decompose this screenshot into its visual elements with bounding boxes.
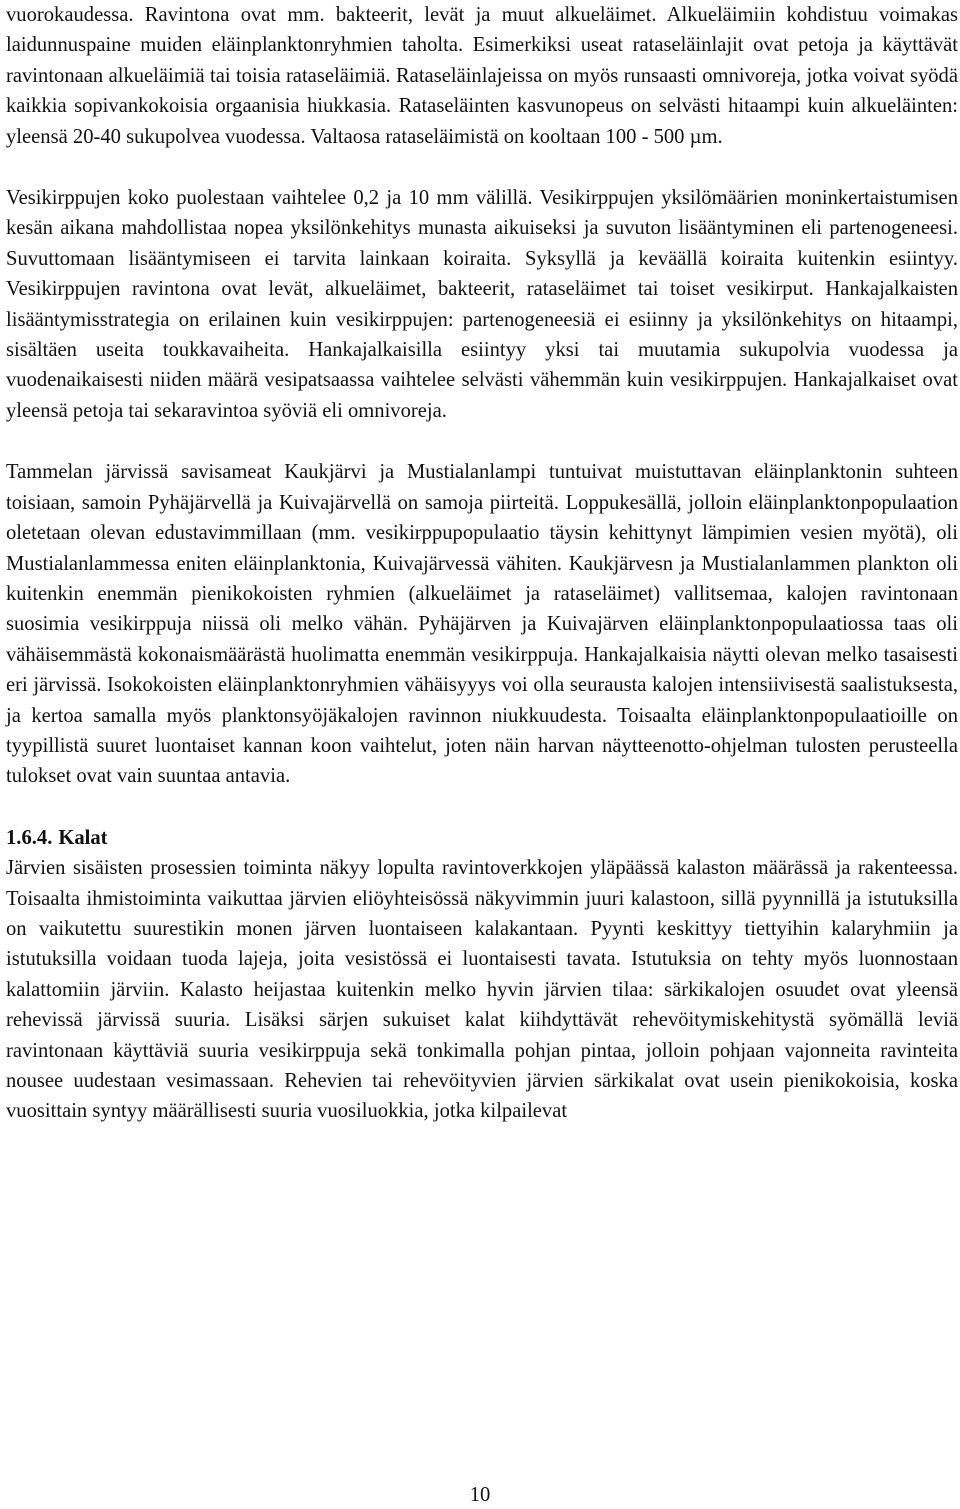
section-heading — [6, 823, 958, 853]
section-title: Kalat — [58, 826, 108, 849]
page-number: 10 — [469, 1484, 491, 1506]
document-page — [6, 0, 958, 1127]
body-paragraph-cladocerans: Vesikirppujen koko puolestaan vaihtelee 0,2 ja 10 mm välillä. Vesikirppujen yksilömäärien moninkertaistumisen kesän aikana mahdollistaa nopea yksilönkehitys munasta aikuiseksi ja suvuton lisääntyminen eli partenogeneesi. Suvuttomaan lisääntymiseen ei tarvita lainkaan koiraita. Syksyllä ja keväällä koiraita kuitenkin esiintyy. Vesikirppujen ravintona ovat levät, alkueläimet, bakteerit, rataseläimet tai toiset vesikirput. Hankajalkaisten lisääntymisstrategia on erilainen kuin vesikirppujen: partenogeneesiä ei esiinny ja yksilönkehitys on hitaampi, sisältäen useita toukkavaiheita. Hankajalkaisilla esiintyy yksi tai muutamia sukupolvia vuodessa ja vuodenaikaisesti niiden määrä vesipatsaassa vaihtelee selvästi vähemmän kuin vesikirppujen. Hankajalkaiset ovat yleensä petoja tai sekaravintoa syöviä eli omnivoreja. — [6, 187, 958, 422]
body-paragraph-fish: Järvien sisäisten prosessien toiminta näkyy lopulta ravintoverkkojen yläpäässä kalaston määrässä ja rakenteessa. Toisaalta ihmistoiminta vaikuttaa järvien eliöyhteisössä näkyvimmin juuri kalastoon, sillä pyynnillä ja istutuksilla on vaikutettu suurestikin monen järven luontaiseen kalakantaan. Pyynti keskittyy tiettyihin kalaryhmiin ja istutuksilla voidaan tuoda lajeja, joita vesistössä ei luontaisesti tavata. Istutuksia on tehty myös luonnostaan kalattomiin järviin. Kalasto heijastaa kuitenkin melko hyvin järvien tilaa: särkikalojen osuudet ovat yleensä rehevissä järvissä suuria. Lisäksi särjen sukuiset kalat kiihdyttävät rehevöitymiskehitystä syömällä leviä ravintonaan käyttäviä suuria vesikirppuja sekä tonkimalla pohjan pintaa, jolloin pohjaan vajonneita ravinteita nousee uudestaan vesimassaan. Rehevien tai rehevöityvien järvien särkikalat ovat usein pienikokoisia, koska vuosittain syntyy määrällisesti suuria vuosiluokkia, jotka kilpailevat — [6, 857, 958, 1123]
section-number: 1.6.4. — [6, 826, 53, 849]
body-paragraph-rotifers: vuorokaudessa. Ravintona ovat mm. bakteerit, levät ja muut alkueläimet. Alkueläimiin kohdistuu voimakas laidunnuspaine muiden eläinplanktonryhmien taholta. Esimerkiksi useat rataseläinlajit ovat petoja ja käyttävät ravintonaan alkueläimiä tai toisia rataseläimiä. Rataseläinlajeissa on myös runsaasti omnivoreja, jotka voivat syödä kaikkia sopivankokoisia orgaanisia hiukkasia. Rataseläinten kasvunopeus on selvästi hitaampi kuin alkueläinten: yleensä 20-40 sukupolvea vuodessa. Valtaosa rataseläimistä on kooltaan 100 - 500 µm. — [6, 4, 958, 148]
body-paragraph-tammela-lakes: Tammelan järvissä savisameat Kaukjärvi ja Mustialanlampi tuntuivat muistuttavan eläinplanktonin suhteen toisiaan, samoin Pyhäjärvellä ja Kuivajärvellä on samoja piirteitä. Loppukesällä, jolloin eläinplanktonpopulaation oletetaan olevan edustavimmillaan (mm. vesikirppupopulaatio täysin kehittynyt lämpimien vesien myötä), oli Mustialanlammessa eniten eläinplanktonia, Kuivajärvessä vähiten. Kaukjärvesn ja Mustialanlammen plankton oli kuitenkin enemmän pienikokoisten ryhmien (alkueläimet ja rataseläimet) vallitsemaa, kalojen ravintonaan suosimia vesikirppuja niissä oli melko vähän. Pyhäjärven ja Kuivajärven eläinplanktonpopulaatiossa taas oli vähäisemmästä kokonaismäärästä huolimatta enemmän vesikirppuja. Hankajalkaisia näytti olevan melko tasaisesti eri järvissä. Isokokoisten eläinplanktonryhmien vähäisyyys voi olla seurausta kalojen intensiivisestä saalistuksesta, ja kertoa samalla myös planktonsyöjäkalojen ravinnon niukkuudesta. Toisaalta eläinplanktonpopulaatioille on tyypillistä suuret luontaiset kannan koon vaihtelut, joten näin harvan näytteenotto-ohjelman tulosten perusteella tulokset ovat vain suuntaa antavia. — [6, 461, 958, 788]
